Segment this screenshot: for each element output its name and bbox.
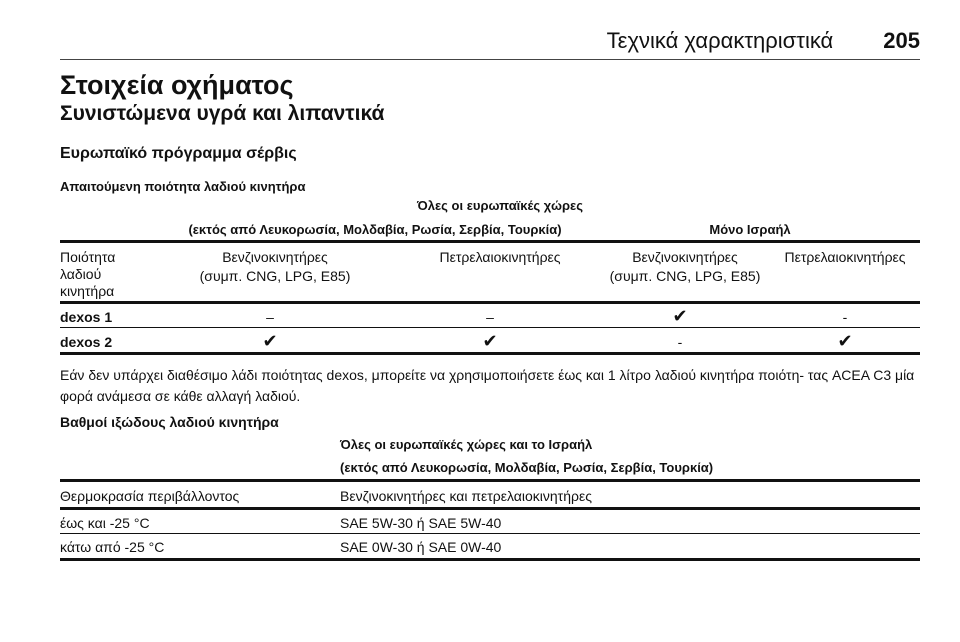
table1-col-quality [60,249,115,300]
table1-col-diesel-2: Πετρελαιοκινητήρες [784,249,906,265]
row-label: dexos 2 [60,334,113,350]
table1-col-petrol-2: Βενζινοκινητήρες [632,249,738,265]
row-grade: SAE 5W-30 ή SAE 5W-40 [340,515,502,531]
row-label: dexos 1 [60,309,113,325]
subsection-title: Συνιστώμενα υγρά και λιπαντικά [60,102,385,125]
row-cell: – [266,309,274,325]
table1-bottom-rule [60,352,920,355]
table1-row-rule [60,327,920,328]
viscosity-heading: Βαθμοί ιξώδους λαδιού κινητήρα [60,414,279,430]
table1-col-petrol-2-note: (συμπ. CNG, LPG, E85) [609,268,761,284]
table1-header-rule [60,301,920,304]
chapter-title: Τεχνικά χαρακτηριστικά [606,28,834,53]
table2-top-rule [60,479,920,482]
row-cell: - [677,334,683,350]
table2-group-header-1: Όλες οι ευρωπαϊκές χώρες και το Ισραήλ [340,437,593,452]
table1-col-petrol-1-note: (συμπ. CNG, LPG, E85) [199,268,351,284]
substitute-oil-note: Εάν δεν υπάρχει διαθέσιμο λάδι ποιότητας dexos, μπορείτε να χρησιμοποιήσετε έως και 1 λίτρο λαδιού κινητήρα ποιότη- τας ACEA C3 μία φορά ανάμεσα σε κάθε αλλαγή λαδιού. [60,367,915,404]
col-quality-line-1: Ποιότητα [60,249,116,265]
table2-row-rule [60,533,920,534]
oil-quality-heading: Απαιτούμενη ποιότητα λαδιού κινητήρα [60,179,306,194]
check-icon: ✔ [672,306,688,326]
table1-col-petrol-1: Βενζινοκινητήρες [222,249,328,265]
row-temp: κάτω από -25 °C [60,539,165,555]
table1-group-header-left: (εκτός από Λευκορωσία, Μολδαβία, Ρωσία, Σερβία, Τουρκία) [188,222,562,237]
table2-col-engines: Βενζινοκινητήρες και πετρελαιοκινητήρες [340,488,592,504]
table1-col-diesel-1: Πετρελαιοκινητήρες [439,249,561,265]
row-cell: – [486,309,494,325]
table2-bottom-rule [60,558,920,561]
table1-group-header-top: Όλες οι ευρωπαϊκές χώρες [417,198,583,213]
section-title: Στοιχεία οχήματος [60,70,294,100]
check-icon: ✔ [482,331,498,351]
table1-group-header-right: Μόνο Ισραήλ [709,222,791,237]
table2-group-header-2: (εκτός από Λευκορωσία, Μολδαβία, Ρωσία, Σερβία, Τουρκία) [340,460,714,475]
table2-col-temperature: Θερμοκρασία περιβάλλοντος [60,488,240,504]
check-icon: ✔ [837,331,853,351]
col-quality-line-3: κινητήρα [60,283,115,299]
table1-top-rule [60,240,920,243]
row-temp: έως και -25 °C [60,515,150,531]
row-cell: - [842,309,848,325]
page-header [60,14,920,54]
col-quality-line-2: λαδιού [60,266,102,282]
row-grade: SAE 0W-30 ή SAE 0W-40 [340,539,502,555]
table2-header-rule [60,507,920,510]
header-divider [60,59,920,60]
program-heading: Ευρωπαϊκό πρόγραμμα σέρβις [60,145,297,162]
check-icon: ✔ [262,331,278,351]
page-number: 205 [883,28,920,53]
